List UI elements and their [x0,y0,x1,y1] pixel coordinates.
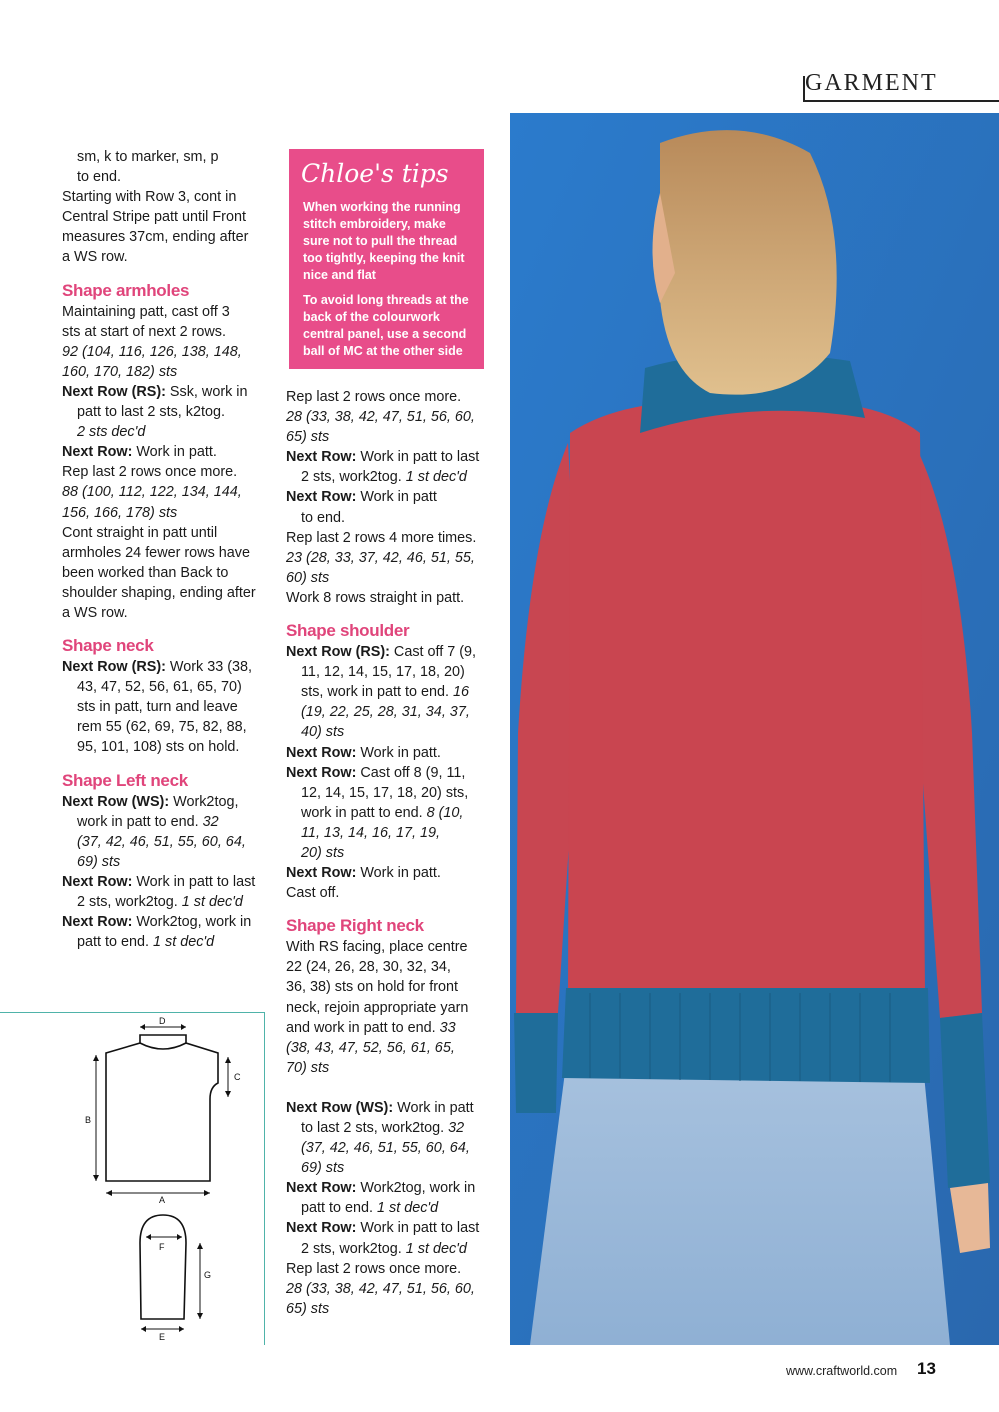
text-line: to end. [301,509,346,526]
stitch-count: 32 [448,1120,465,1136]
row-label: Next Row (RS): [62,383,166,400]
text-line: Cast off. [286,885,340,902]
heading-shape-left-neck: Shape Left neck [62,770,188,790]
tip-1: When working the running stitch embroidery, make sure not to pull the thread too tightly, keeping the knit nice and flat [303,200,465,282]
stitch-count: 65) sts [286,429,330,446]
text-line: Rep last 2 rows once more. [62,464,238,481]
heading-shape-shoulder: Shape shoulder [286,621,410,641]
left-cuff [514,1013,558,1113]
heading-shape-neck: Shape neck [62,636,154,656]
stitch-count: 1 st dec'd [405,469,467,486]
text-line: Starting with Row 3, cont in [62,189,237,206]
body-piece [106,1035,218,1181]
row-label: Next Row: [286,865,357,882]
text-line: Work in patt. [356,865,441,882]
text-line: Work 8 rows straight in patt. [286,589,465,606]
text-line: Ssk, work in [165,383,248,400]
text-line: sm, k to marker, sm, p [77,149,219,165]
stitch-count: 65) sts [286,1300,330,1317]
stitch-count: (37, 42, 46, 51, 55, 60, 64, [77,833,246,850]
text-line: 43, 47, 52, 56, 61, 65, 70) [77,679,242,696]
text-line: Cast off 7 (9, [389,644,477,661]
stitch-count: 20) sts [301,844,345,861]
label-c: C [234,1072,241,1082]
text-line: Maintaining patt, cast off 3 [62,303,230,320]
stitch-count: 69) sts [77,853,121,870]
stitch-count: (19, 22, 25, 28, 31, 34, 37, [301,704,470,721]
label-d: D [159,1016,166,1026]
text-line: With RS facing, place centre [286,939,468,956]
hem-rib [562,988,930,1083]
label-a: A [159,1195,166,1205]
row-label: Next Row: [286,1220,357,1237]
text-line: 11, 12, 14, 15, 17, 18, 20) [301,664,465,681]
text-line: 2 sts, work2tog. [77,894,182,910]
stitch-count: 28 (33, 38, 42, 47, 51, 56, 60, [286,409,475,426]
column-2 [286,387,501,1319]
text-line: Work in patt. [132,444,217,461]
text-line: sts in patt, turn and leave [77,699,238,716]
label-g: G [204,1270,212,1280]
text-line: Work in patt to last [356,449,480,466]
page-number: 13 [917,1359,936,1378]
row-label: Next Row (RS): [286,644,390,661]
text-line: a WS row. [62,249,128,266]
text-line: Work in patt. [356,744,441,761]
text-line: been worked than Back to [62,564,229,581]
text-line: Work2tog, work in [132,914,252,931]
right-cuff [940,1013,990,1188]
column-1 [62,147,272,952]
schematic-drawing [0,1013,264,1345]
text-line: work in patt to end. [77,813,203,830]
stitch-count: 92 (104, 116, 126, 138, 148, [62,343,242,360]
text-line: sts, work in patt to end. [301,684,453,701]
text-line: Cont straight in patt until [62,524,218,541]
row-label: Next Row: [62,444,133,461]
row-label: Next Row: [62,873,133,890]
text-line: 22 (24, 26, 28, 30, 32, 34, [286,959,451,976]
heading-shape-armholes: Shape armholes [62,280,190,300]
stitch-count: 16 [452,684,469,701]
stitch-count: 70) sts [286,1059,330,1076]
heading-shape-right-neck: Shape Right neck [286,916,424,936]
stitch-count: (38, 43, 47, 52, 56, 61, 65, [286,1039,455,1056]
tips-box [289,149,484,369]
schematic-diagram [0,1012,265,1345]
text-line: neck, rejoin appropriate yarn [286,999,469,1016]
stitch-count: 160, 170, 182) sts [62,363,178,380]
stitch-count: 156, 166, 178) sts [62,504,178,521]
row-label: Next Row: [286,489,357,506]
text-line: Work in patt [356,489,437,506]
model-photo [510,113,999,1345]
text-line: Work in patt to last [356,1220,480,1237]
label-f: F [159,1242,165,1252]
text-line: Rep last 2 rows once more. [286,389,462,405]
stitch-count: 60) sts [286,569,330,586]
stitch-count: (37, 42, 46, 51, 55, 60, 64, [301,1140,470,1157]
row-label: Next Row: [286,449,357,466]
row-label: Next Row (WS): [286,1099,394,1116]
stitch-count: 33 [439,1019,456,1036]
sweater-body [568,401,925,993]
sleeve-piece [140,1215,186,1319]
section-label: GARMENT [805,70,938,96]
label-e: E [159,1332,166,1342]
text-line: a WS row. [62,604,128,621]
stitch-count: 69) sts [301,1160,345,1177]
text-line: patt to end. [301,1200,378,1217]
stitch-count: 1 st dec'd [405,1240,467,1257]
text-line: Work in patt to last [132,873,256,890]
stitch-count: 1 st dec'd [153,934,215,951]
text-line: 95, 101, 108) sts on hold. [77,739,240,756]
row-label: Next Row: [286,1180,357,1197]
text-line: 12, 14, 15, 17, 18, 20) sts, [301,784,469,801]
text-line: work in patt to end. [301,804,427,821]
stitch-count: 40) sts [301,724,345,741]
text-line: Central Stripe patt until Front [62,209,246,226]
text-line: Work2tog, work in [356,1180,476,1197]
text-line: 2 sts, work2tog. [301,469,406,486]
text-line: Cast off 8 (9, 11, [356,764,466,781]
text-line: to end. [77,169,122,186]
stitch-count: 1 st dec'd [377,1200,439,1217]
text-line: shoulder shaping, ending after [62,584,256,601]
text-line: Rep last 2 rows once more. [286,1260,462,1277]
stitch-count: 1 st dec'd [181,894,243,910]
section-rule [803,100,999,102]
neckline [140,1043,186,1049]
footer-url: www.craftworld.com [786,1364,898,1378]
tip-2: To avoid long threads at the back of the colourwork central panel, use a second ball of MC at the other side [303,293,469,358]
row-label: Next Row: [62,914,133,931]
sweater-illustration [510,113,999,1345]
text-line: sts at start of next 2 rows. [62,323,226,340]
row-label: Next Row: [286,764,357,781]
label-b: B [85,1115,92,1125]
row-label: Next Row: [286,744,357,761]
text-line: and work in patt to end. [286,1019,440,1036]
tips-title: Chloe's tips [301,159,449,188]
stitch-count: 32 [202,813,219,830]
stitch-count: 88 (100, 112, 122, 134, 144, [62,484,242,501]
spacer [286,1078,501,1098]
row-label: Next Row (WS): [62,793,170,810]
text-line: rem 55 (62, 69, 75, 82, 88, [77,719,247,736]
text-line: patt to end. [77,934,154,951]
text-line: 36, 38) sts on hold for front [286,979,458,996]
text-line: Work 33 (38, [165,659,253,676]
text-line: patt to last 2 sts, k2tog. [77,404,225,421]
text-line: Work in patt [393,1099,474,1116]
text-line: measures 37cm, ending after [62,229,249,246]
text-line: Rep last 2 rows 4 more times. [286,529,477,546]
stitch-count: 11, 13, 14, 16, 17, 19, [301,824,440,841]
row-label: Next Row (RS): [62,659,166,676]
text-line: armholes 24 fewer rows have [62,544,250,561]
stitch-count: 28 (33, 38, 42, 47, 51, 56, 60, [286,1280,475,1297]
stitch-count: 2 sts dec'd [77,424,146,441]
hair [659,130,837,395]
text-line: 2 sts, work2tog. [301,1240,406,1257]
text-line: to last 2 sts, work2tog. [301,1120,449,1136]
text-line: Work2tog, [169,793,239,810]
stitch-count: 8 (10, [426,804,464,821]
stitch-count: 23 (28, 33, 37, 42, 46, 51, 55, [286,549,475,566]
